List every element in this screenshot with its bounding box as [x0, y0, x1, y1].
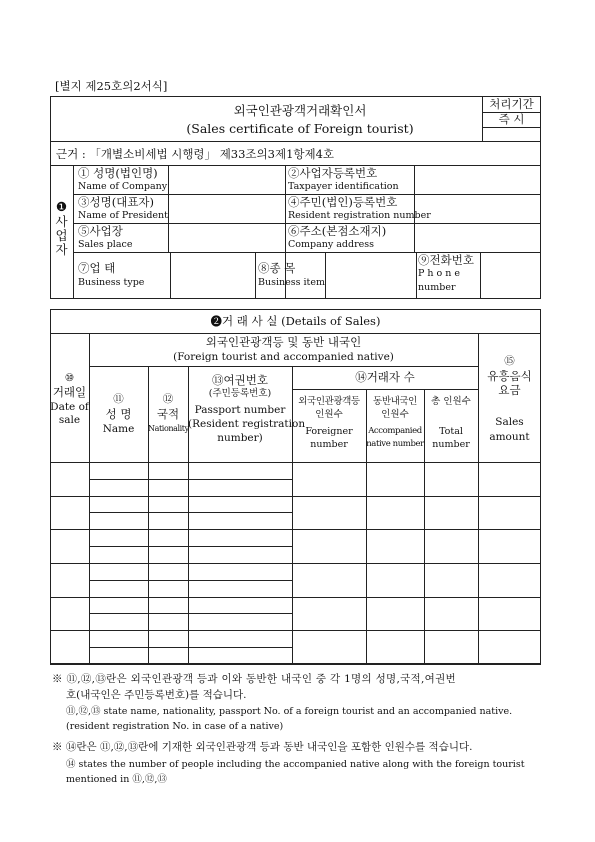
- legal-basis: 근거 : 「개별소비세법 시행령」 제33조의3제1항제4호: [56, 147, 335, 161]
- row-divider: [50, 496, 541, 497]
- president-name-label-en: Name of President: [78, 210, 168, 221]
- native-count-ko2: 인원수: [381, 409, 409, 420]
- company-address-label-en: Company address: [288, 239, 374, 250]
- sales-row[interactable]: [50, 563, 541, 597]
- passport-col-ko2: (주민등록번호): [208, 388, 272, 399]
- title-en: (Sales certificate of Foreign tourist): [186, 121, 414, 136]
- sales-row[interactable]: [50, 462, 541, 496]
- row-divider: [50, 563, 541, 564]
- row-sub-divider: [89, 580, 292, 581]
- company-address-label: ⑥주소(본점소재지): [288, 224, 387, 238]
- date-col-en1: Date of: [50, 401, 89, 413]
- phone-label-en: P h o n e: [418, 268, 461, 279]
- resident-reg-label-en: Resident registration number: [288, 210, 431, 221]
- date-col-en2: sale: [58, 414, 81, 426]
- title-ko: 외국인관광객거래확인서: [233, 103, 367, 118]
- sales-place-label: ⑤사업장: [78, 224, 123, 238]
- president-name-label: ③성명(대표자): [78, 195, 155, 209]
- foreign-count-ko2: 인원수: [315, 409, 343, 420]
- processing-label: 처리기간: [489, 97, 534, 111]
- amount-col-en1: Sales: [495, 416, 524, 428]
- total-count-en1: Total: [439, 426, 463, 437]
- section-1-marker: ❶: [55, 199, 68, 214]
- sales-row[interactable]: [50, 529, 541, 563]
- foreign-count-ko1: 외국인관광객등: [298, 396, 360, 407]
- date-col-num: ⑩: [64, 372, 75, 384]
- nationality-col-ko: 국적: [156, 407, 180, 421]
- sales-place-label-en: Sales place: [78, 239, 133, 250]
- company-name-label: ① 성명(법인명): [78, 166, 158, 180]
- passport-col-en2: (Resident registration: [188, 418, 306, 430]
- amount-col-ko2: 요금: [498, 383, 521, 397]
- row-sub-divider: [89, 479, 292, 480]
- business-side-label: 사업자: [55, 214, 68, 257]
- passport-col-en1: Passport number: [194, 404, 286, 416]
- total-count-en2: number: [432, 439, 470, 450]
- row-sub-divider: [89, 546, 292, 547]
- group-header-en: (Foreign tourist and accompanied native): [173, 351, 394, 363]
- group-header-ko: 외국인관광객등 및 동반 내국인: [205, 335, 362, 349]
- name-col-en: Name: [102, 423, 135, 435]
- foreign-count-en2: number: [310, 439, 348, 450]
- sales-rows: [50, 462, 541, 664]
- taxpayer-id-label-en: Taxpayer identification: [288, 181, 399, 192]
- row-divider: [50, 597, 541, 598]
- amount-col-num: ⑮: [504, 355, 515, 367]
- business-type-label: ⑦업 태: [78, 261, 116, 275]
- name-col-num: ⑪: [113, 393, 124, 405]
- phone-label-en-2: number: [418, 282, 456, 293]
- native-count-en2: native number: [366, 439, 424, 449]
- row-sub-divider: [89, 613, 292, 614]
- sales-header: ❷거 래 사 실 (Details of Sales): [210, 314, 381, 328]
- resident-reg-label: ④주민(법인)등록번호: [288, 195, 398, 209]
- row-sub-divider: [89, 647, 292, 648]
- note-1-ko-line2: 호(내국인은 주민등록번호)를 적습니다.: [66, 689, 247, 701]
- note-1-en-line2: (resident registration No. in case of a native): [66, 721, 284, 732]
- count-col-label: ⑭거래자 수: [355, 370, 415, 384]
- date-col-ko: 거래일: [52, 385, 87, 399]
- name-col-ko: 성 명: [105, 407, 132, 421]
- business-item-label-en: Business item: [258, 277, 326, 288]
- phone-label: ⑨전화번호: [418, 253, 474, 267]
- total-count-ko: 총 인원수: [431, 396, 471, 407]
- native-count-ko1: 동반내국인: [373, 396, 417, 407]
- note-2-ko: ※ ⑭란은 ⑪,⑫,⑬란에 기재한 외국인관광객 등과 동반 내국인을 포함한 인원수를 적습니다.: [52, 741, 473, 753]
- note-1-ko-line1: ※ ⑪,⑫,⑬란은 외국인관광객 등과 이와 동반한 내국인 중 각 1명의 성명,국적,여권번: [52, 673, 456, 685]
- nationality-col-en: Nationality: [148, 424, 189, 433]
- amount-col-ko1: 유흥음식: [487, 369, 532, 383]
- processing-value: 즉 시: [498, 112, 525, 126]
- nationality-col-num: ⑫: [162, 393, 174, 405]
- business-type-label-en: Business type: [78, 277, 145, 288]
- sales-row[interactable]: [50, 630, 541, 664]
- native-count-en1: Accompanied: [368, 426, 422, 436]
- taxpayer-id-label: ②사업자등록번호: [288, 166, 378, 180]
- amount-col-en2: amount: [489, 431, 530, 443]
- row-divider: [50, 630, 541, 631]
- passport-col-ko1: ⑬여권번호: [212, 373, 268, 387]
- foreign-count-en1: Foreigner: [305, 426, 353, 437]
- row-divider: [50, 529, 541, 530]
- note-1-en-line1: ⑪,⑫,⑬ state name, nationality, passport No. of a foreign tourist and an accompanied native.: [66, 706, 513, 717]
- company-name-label-en: Name of Company: [78, 181, 168, 192]
- sales-row[interactable]: [50, 496, 541, 530]
- note-2-en-line1: ⑭ states the number of people including the accompanied native along with the foreign tourist: [66, 759, 525, 770]
- note-2-en-line2: mentioned in ⑪,⑫,⑬: [66, 774, 167, 785]
- row-divider: [50, 462, 541, 463]
- business-item-label: ⑧종 목: [258, 261, 296, 275]
- sales-row[interactable]: [50, 597, 541, 631]
- row-sub-divider: [89, 512, 292, 513]
- form-number: [별지 제25호의2서식]: [55, 79, 168, 93]
- passport-col-en3: number): [217, 432, 263, 444]
